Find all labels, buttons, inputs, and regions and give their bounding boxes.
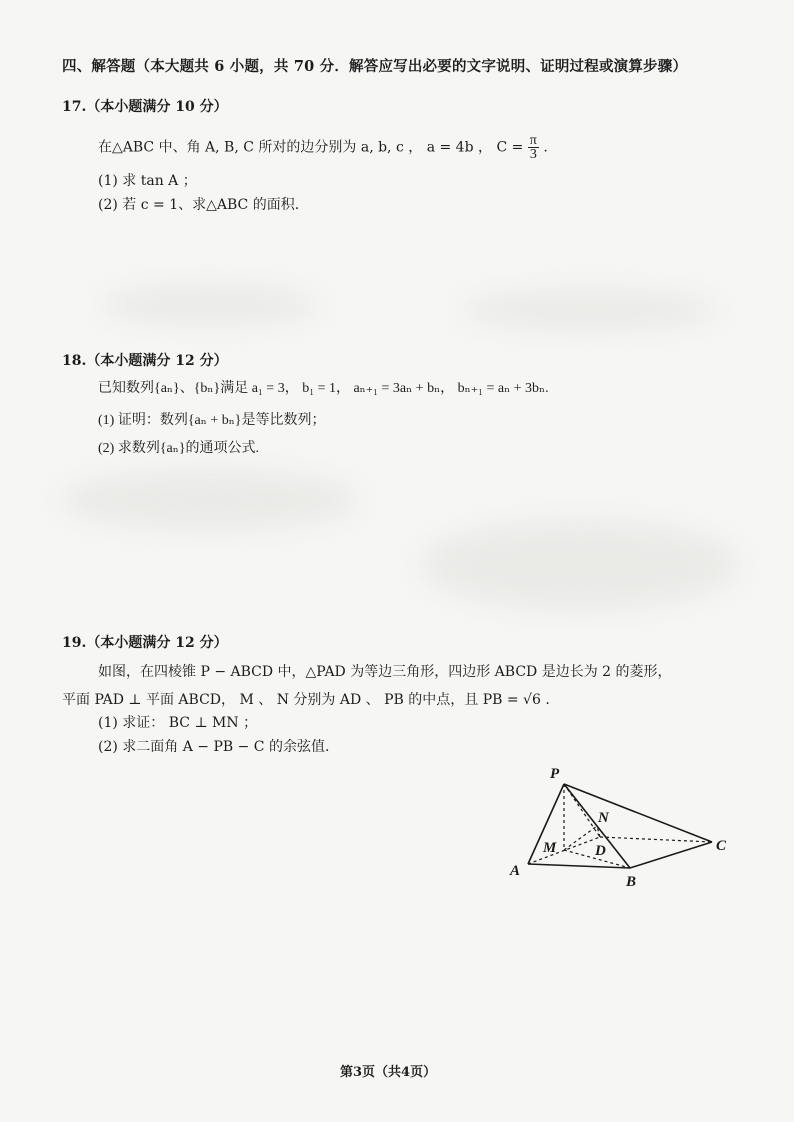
label-N: N — [598, 810, 609, 826]
q17-fraction-pi-over-3 — [528, 134, 539, 161]
label-A: A — [510, 863, 521, 879]
page-number-footer: 第3页（共4页） — [340, 1065, 437, 1080]
pyramid-figure — [500, 760, 740, 890]
edge-AB — [528, 864, 630, 868]
bleed-smudge — [420, 520, 740, 610]
label-D: D — [595, 843, 606, 859]
q17-stem-text: 在△ABC 中、角 A, B, C 所对的边分别为 a, b, c ， a = 4b ， C = — [98, 139, 524, 156]
q19-stem-line2: 平面 PAD ⊥ 平面 ABCD， M 、 N 分别为 AD 、 PB 的中点，且 PB = √6 . — [62, 692, 550, 708]
q17-part2: (2) 若 c = 1、求△ABC 的面积. — [98, 197, 300, 213]
bleed-smudge — [60, 470, 360, 530]
bleed-smudge — [460, 290, 720, 330]
q17-part1: (1) 求 tan A ； — [98, 173, 197, 189]
q17-frac-den: 3 — [529, 147, 537, 162]
label-P: P — [550, 766, 560, 782]
q19-part1: (1) 求证： BC ⊥ MN ； — [98, 715, 258, 731]
q17-stem — [98, 134, 548, 161]
q17-stem-end: . — [543, 139, 548, 156]
edge-DC-hidden — [600, 837, 712, 842]
q18-part1: (1) 证明：数列{aₙ + bₙ}是等比数列； — [98, 413, 326, 428]
bleed-smudge — [100, 285, 320, 325]
edge-BC — [630, 842, 712, 868]
label-C: C — [716, 838, 727, 854]
q19-title: 19.（本小题满分 12 分） — [62, 635, 228, 651]
q18-title: 18.（本小题满分 12 分） — [62, 353, 228, 369]
q19-part2: (2) 求二面角 A − PB − C 的余弦值. — [98, 739, 330, 755]
label-M: M — [543, 840, 557, 856]
q18-stem: 已知数列{aₙ}、{bₙ}满足 a₁ = 3， b₁ = 1， aₙ₊₁ = 3aₙ + bₙ， bₙ₊₁ = aₙ + 3bₙ. — [98, 381, 549, 396]
segment-MN-hidden — [564, 826, 597, 850]
q18-part2: (2) 求数列{aₙ}的通项公式. — [98, 441, 260, 456]
section-heading: 四、解答题（本大题共 6 小题，共 70 分．解答应写出必要的文字说明、证明过程或演算步骤） — [62, 58, 688, 75]
label-B: B — [626, 874, 637, 890]
q17-title: 17.（本小题满分 10 分） — [62, 99, 228, 115]
q17-frac-num: π — [529, 133, 537, 148]
q19-stem-line1: 如图，在四棱锥 P − ABCD 中，△PAD 为等边三角形，四边形 ABCD 是边长为 2 的菱形， — [98, 664, 672, 680]
